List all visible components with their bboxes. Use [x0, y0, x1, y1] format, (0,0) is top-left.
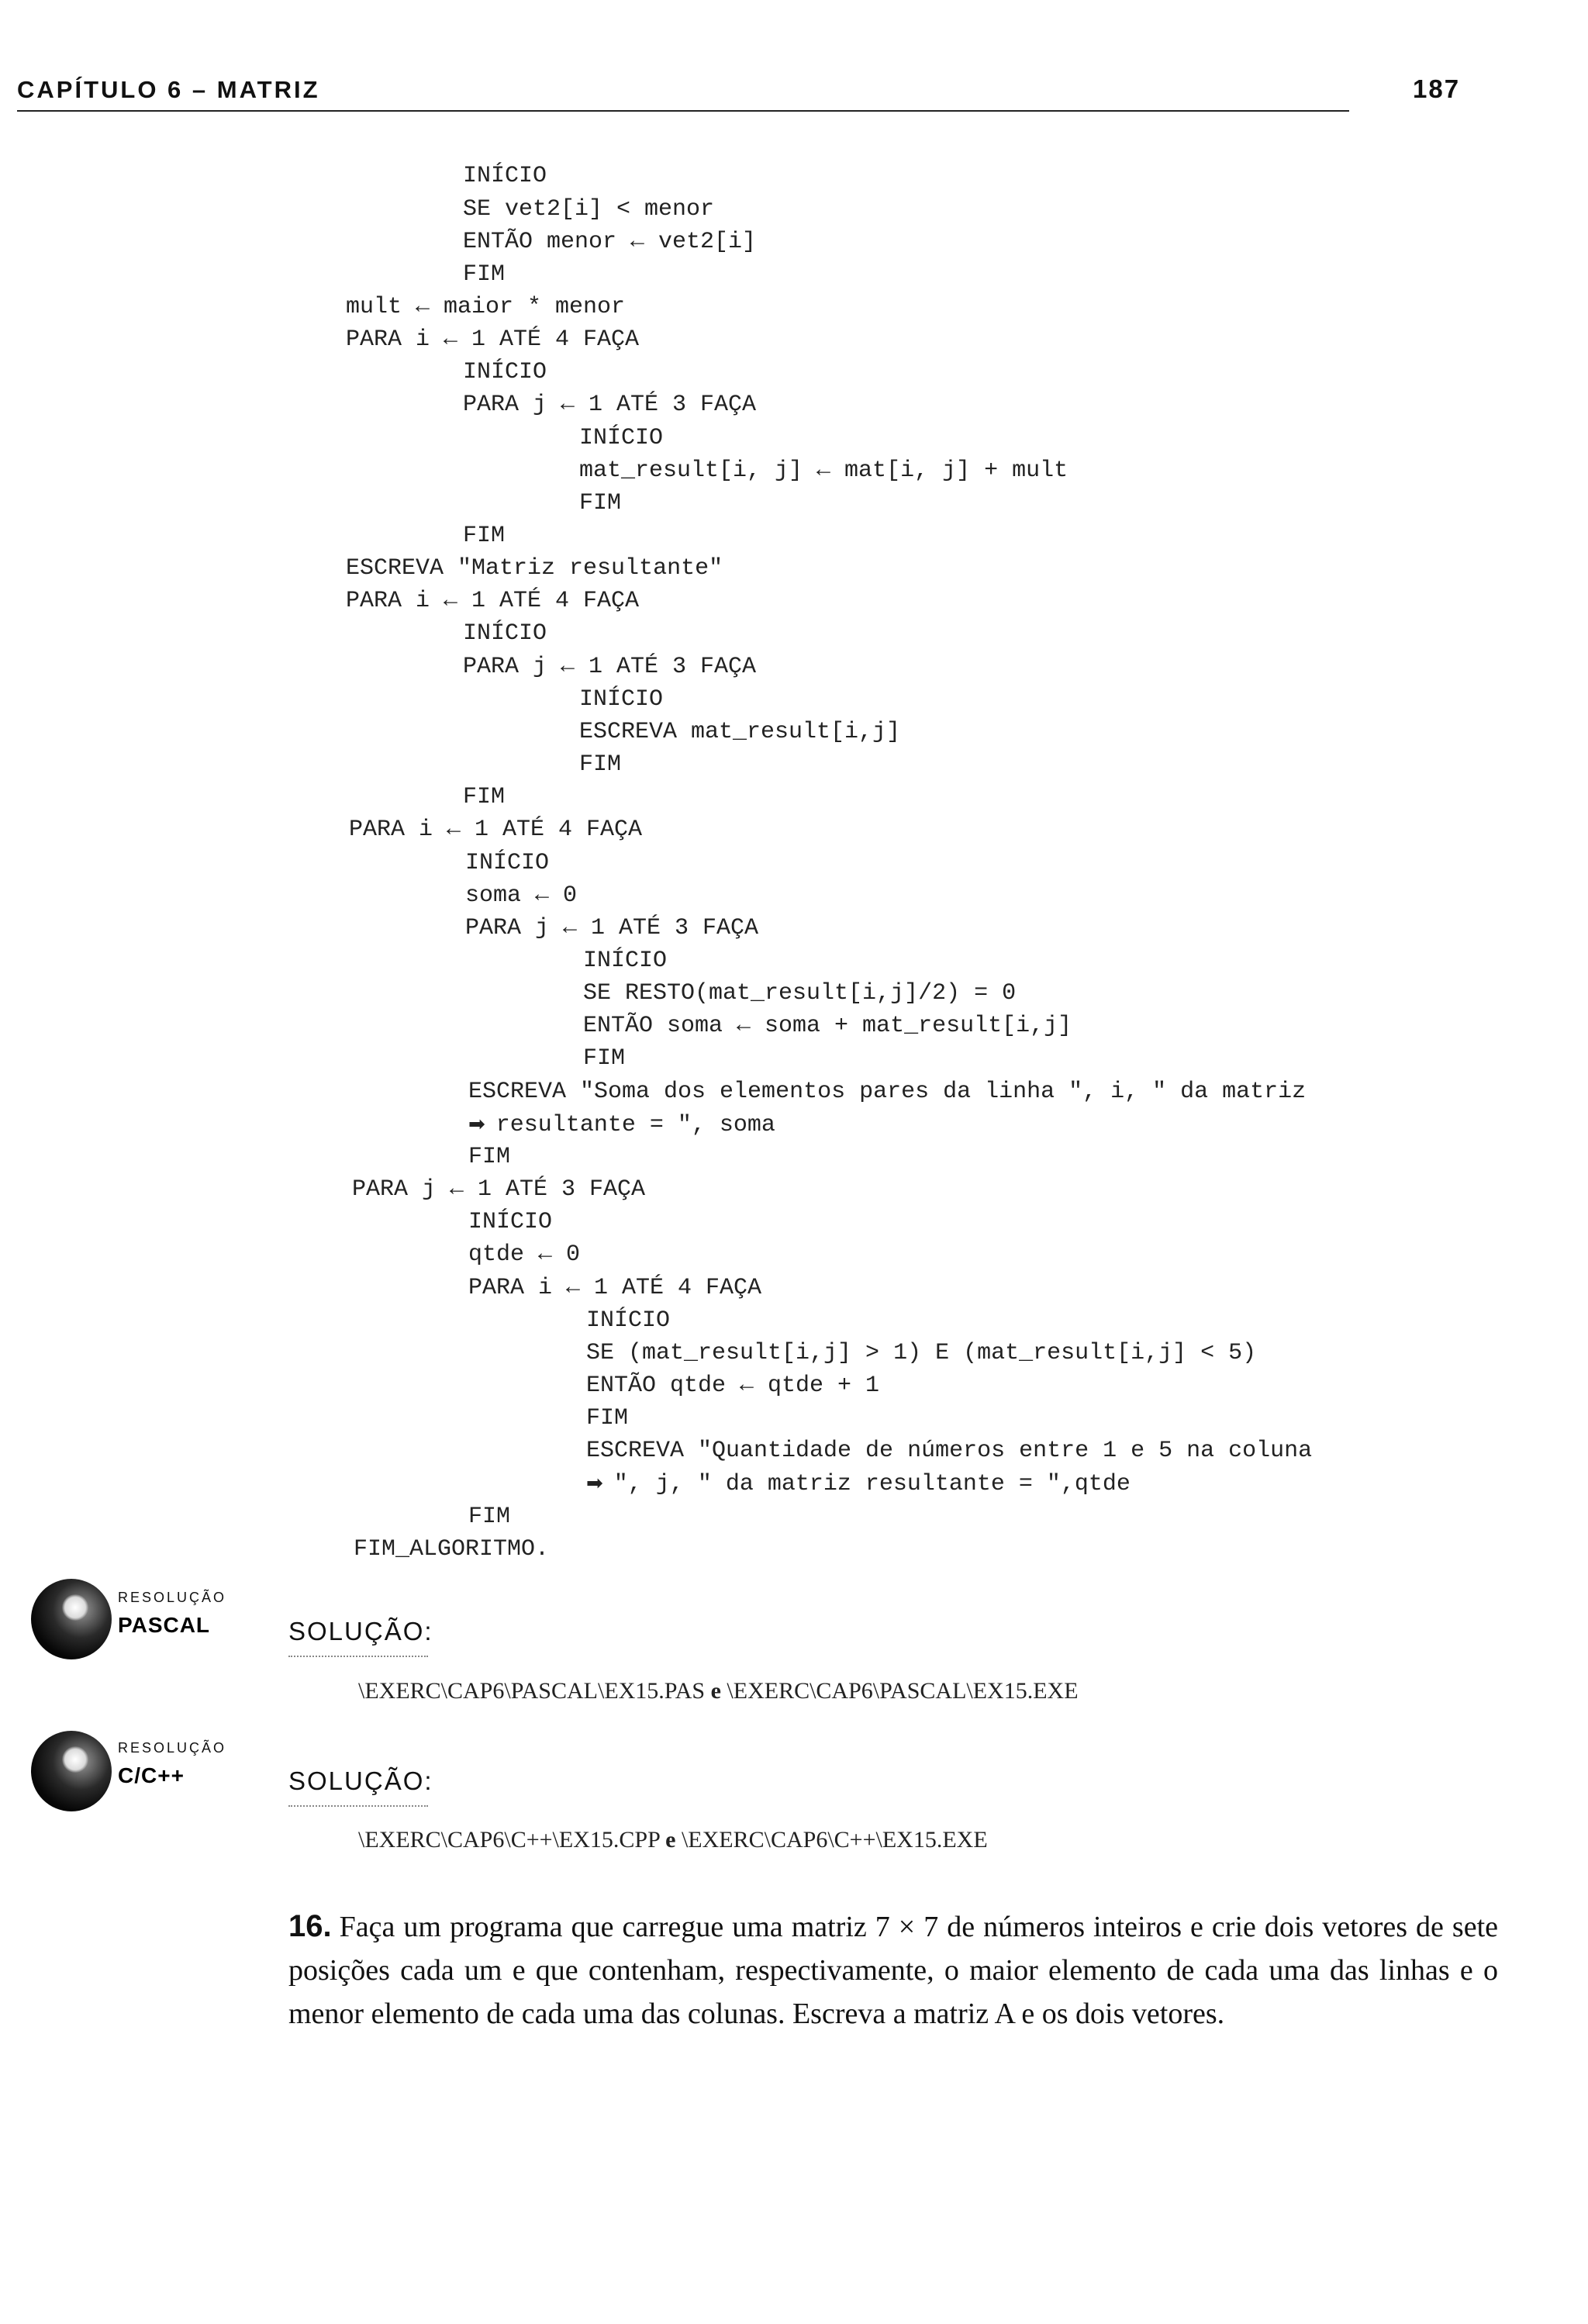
exercise-number: 16. [288, 1909, 332, 1943]
code-line: ENTÃO qtde ← qtde + 1 [586, 1373, 880, 1399]
continuation-arrow-icon: ➡ [468, 1113, 485, 1136]
solution-underline [288, 1805, 428, 1807]
chapter-header-title: CAPÍTULO 6 – MATRIZ [17, 76, 320, 103]
code-line: FIM [463, 784, 506, 810]
code-line: FIM [463, 261, 506, 288]
solution-underline [288, 1656, 428, 1657]
continuation-arrow-icon: ➡ [586, 1472, 603, 1495]
badge-language-label: C/C++ [118, 1763, 185, 1787]
code-line: FIM [579, 490, 622, 516]
code-line: SE RESTO(mat_result[i,j]/2) = 0 [583, 980, 1017, 1007]
solution-file-paths [358, 1827, 988, 1853]
code-line: INÍCIO [463, 163, 547, 189]
code-line-continued [468, 1109, 775, 1141]
source-file-path: \EXERC\CAP6\PASCAL\EX15.PAS [358, 1678, 706, 1704]
code-line: ENTÃO menor ← vet2[i] [463, 229, 757, 255]
code-line-continued [586, 1468, 1131, 1500]
code-line: PARA i ← 1 ATÉ 4 FAÇA [346, 326, 640, 353]
code-line: ENTÃO soma ← soma + mat_result[i,j] [583, 1013, 1072, 1039]
code-line: PARA i ← 1 ATÉ 4 FAÇA [468, 1275, 762, 1301]
solution-label: SOLUÇÃO: [288, 1766, 433, 1795]
code-line: soma ← 0 [465, 882, 578, 909]
code-line: INÍCIO [586, 1307, 671, 1334]
page-number: 187 [1413, 74, 1461, 103]
code-line: PARA j ← 1 ATÉ 3 FAÇA [352, 1176, 646, 1203]
cd-disc-icon [31, 1579, 112, 1659]
path-conjunction: e [665, 1827, 676, 1853]
code-line-text: resultante = ", soma [495, 1112, 775, 1138]
code-line: INÍCIO [463, 620, 547, 647]
badge-language-label: PASCAL [118, 1613, 211, 1637]
code-line: ESCREVA "Matriz resultante" [346, 555, 723, 582]
code-line: INÍCIO [465, 850, 550, 876]
code-line: FIM [586, 1405, 629, 1431]
solution-file-paths [358, 1678, 1079, 1704]
exercise-16 [288, 1904, 1498, 2036]
executable-file-path: \EXERC\CAP6\C++\EX15.EXE [681, 1827, 988, 1853]
path-conjunction: e [710, 1678, 721, 1704]
code-line: ESCREVA "Soma dos elementos pares da linha ", i, " da matriz [468, 1079, 1307, 1105]
code-line: ESCREVA "Quantidade de números entre 1 e 5 na coluna [586, 1438, 1313, 1464]
code-line: FIM [468, 1144, 511, 1170]
executable-file-path: \EXERC\CAP6\PASCAL\EX15.EXE [727, 1678, 1079, 1704]
header-rule [17, 110, 1349, 112]
badge-resolution-label: RESOLUÇÃO [118, 1590, 227, 1605]
solution-label: SOLUÇÃO: [288, 1617, 433, 1645]
code-line: FIM [468, 1504, 511, 1530]
code-line: qtde ← 0 [468, 1241, 581, 1268]
code-line: SE vet2[i] < menor [463, 196, 715, 223]
code-line: ESCREVA mat_result[i,j] [579, 719, 901, 745]
code-line: INÍCIO [583, 948, 668, 974]
cd-disc-icon [31, 1731, 112, 1811]
source-file-path: \EXERC\CAP6\C++\EX15.CPP [358, 1827, 660, 1853]
code-line: PARA i ← 1 ATÉ 4 FAÇA [349, 817, 643, 843]
code-line: INÍCIO [579, 686, 664, 713]
code-line: PARA j ← 1 ATÉ 3 FAÇA [465, 915, 759, 941]
code-line: PARA i ← 1 ATÉ 4 FAÇA [346, 588, 640, 614]
code-line: INÍCIO [468, 1209, 553, 1235]
code-line: PARA j ← 1 ATÉ 3 FAÇA [463, 392, 757, 418]
badge-resolution-label: RESOLUÇÃO [118, 1740, 227, 1756]
code-line: mat_result[i, j] ← mat[i, j] + mult [579, 458, 1068, 484]
code-line: INÍCIO [579, 425, 664, 451]
code-line: PARA j ← 1 ATÉ 3 FAÇA [463, 654, 757, 680]
code-line: INÍCIO [463, 359, 547, 385]
exercise-text: Faça um programa que carregue uma matriz 7 × 7 de números inteiros e crie dois vetores de sete posições cada um e que contenham, respectivamente, o maior elemento de cada uma das linhas e o menor elemento de cada uma das colunas. Escreva a matriz A e os dois vetores. [288, 1911, 1498, 2030]
code-line: FIM [579, 751, 622, 778]
code-line: mult ← maior * menor [346, 294, 626, 320]
code-line: SE (mat_result[i,j] > 1) E (mat_result[i,j] < 5) [586, 1340, 1257, 1366]
code-line: FIM_ALGORITMO. [354, 1536, 550, 1563]
code-line: FIM [583, 1045, 626, 1072]
code-line: FIM [463, 523, 506, 549]
code-line-text: ", j, " da matriz resultante = ",qtde [613, 1471, 1131, 1497]
